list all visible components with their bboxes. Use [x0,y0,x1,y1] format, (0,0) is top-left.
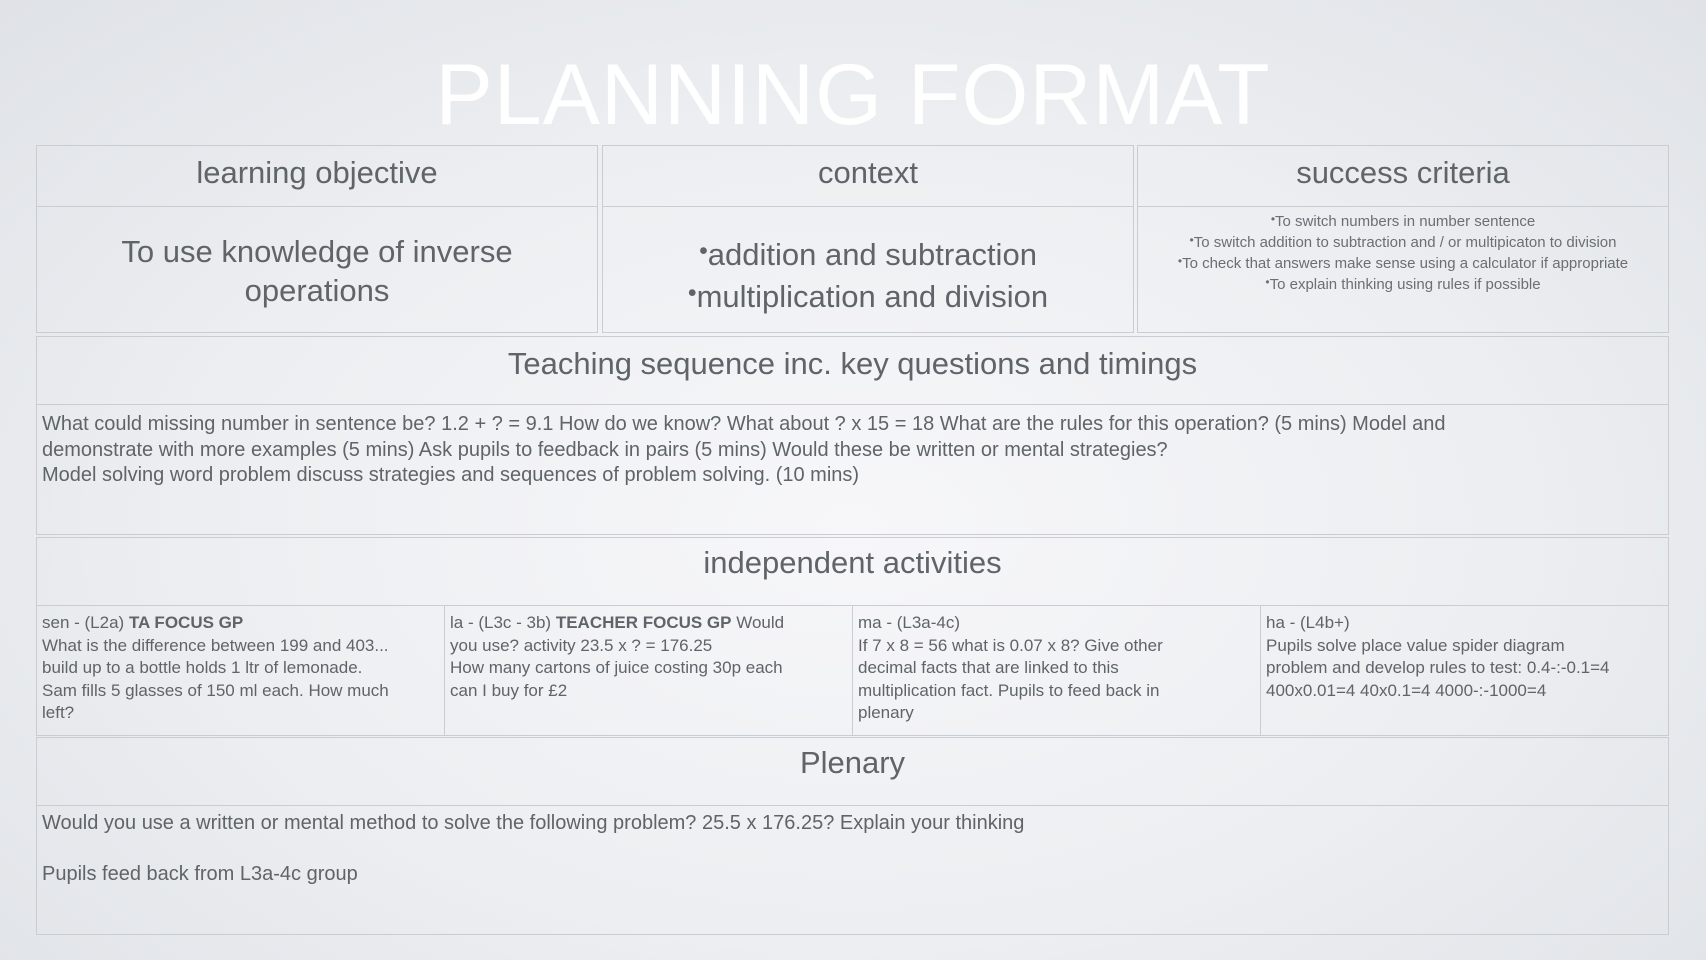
success-criteria-item: •To switch addition to subtraction and / or multipicaton to division [1189,233,1617,251]
context-list [603,232,1133,316]
page-title: PLANNING FORMAT [435,47,1271,143]
success-criteria-header-cell [1137,145,1669,207]
teaching-line: What could missing number in sentence be? 1.2 + ? = 9.1 How do we know? What about ? x 15 = 18 What are the rules for this operation? (5 mins) Model and [42,413,1446,435]
activity-line: Pupils solve place value spider diagram [1266,635,1565,655]
independent-activities-header-cell [36,537,1669,606]
plenary-line: Would you use a written or mental method to solve the following problem? 25.5 x 176.25? Explain your thinking [42,812,1025,834]
activity-line: If 7 x 8 = 56 what is 0.07 x 8? Give other [858,635,1163,655]
learning-objective-text: To use knowledge of inverse operations [121,234,513,308]
activity-ha-heading: ha - (L4b+) [1266,613,1350,632]
context-header: context [818,155,918,190]
context-header-cell [602,145,1134,207]
activity-line: left? [42,703,75,722]
teaching-sequence-cell [36,404,1669,535]
plenary-heading: Plenary [799,745,906,780]
learning-objective-header-cell [36,145,598,207]
learning-objective-header: learning objective [196,155,438,190]
success-criteria-header: success criteria [1296,155,1510,190]
activity-sen-heading: sen - (L2a) TA FOCUS GP [42,613,244,632]
learning-objective-cell [36,206,598,333]
activity-line: plenary [858,703,914,722]
teaching-sequence-text [42,412,1663,489]
success-criteria-cell [1137,206,1669,333]
plenary-header-cell [36,737,1669,806]
teacher-focus-label: TEACHER FOCUS GP [555,613,732,632]
success-criteria-item: •To explain thinking using rules if possible [1265,275,1541,293]
activity-la-cell [444,605,853,736]
context-item: •multiplication and division [687,279,1049,315]
activity-line: you use? activity 23.5 x ? = 176.25 [450,635,713,655]
success-criteria-list [1138,210,1668,294]
independent-activities-heading: independent activities [703,545,1002,580]
ta-focus-label: TA FOCUS GP [128,613,244,632]
activity-ha-cell [1260,605,1669,736]
teaching-line: demonstrate with more examples (5 mins) Ask pupils to feedback in pairs (5 mins) Would these be written or mental strategies? [42,438,1168,461]
activity-la-heading: la - (L3c - 3b) TEACHER FOCUS GP Would [450,613,785,632]
activity-line: What is the difference between 199 and 403... [42,635,389,655]
activity-ma-cell [852,605,1261,736]
activity-line: can I buy for £2 [450,680,568,700]
activity-line: problem and develop rules to test: 0.4-:-0.1=4 [1266,658,1610,677]
activity-line: 400x0.01=4 40x0.1=4 4000-:-1000=4 [1266,680,1547,700]
plenary-cell [36,805,1669,935]
plenary-spacer [42,837,1663,863]
activity-line: How many cartons of juice costing 30p each [450,658,783,677]
teaching-sequence-header-cell [36,336,1669,405]
activity-line: decimal facts that are linked to this [858,658,1119,677]
plenary-line: Pupils feed back from L3a-4c group [42,863,358,885]
activity-ma-heading: ma - (L3a-4c) [858,613,961,632]
success-criteria-item: •To check that answers make sense using a calculator if appropriate [1177,254,1629,272]
activity-line: build up to a bottle holds 1 ltr of lemonade. [42,658,363,677]
context-item: •addition and subtraction [699,237,1037,273]
success-criteria-item: •To switch numbers in number sentence [1270,212,1536,230]
activity-line: Sam fills 5 glasses of 150 ml each. How much [42,680,389,700]
plenary-text [42,811,1663,888]
teaching-sequence-heading: Teaching sequence inc. key questions and timings [507,346,1198,381]
teaching-line: Model solving word problem discuss strategies and sequences of problem solving. (10 mins) [42,464,860,486]
activity-line: multiplication fact. Pupils to feed back in [858,680,1160,700]
context-cell [602,206,1134,333]
activity-sen-cell [36,605,445,736]
